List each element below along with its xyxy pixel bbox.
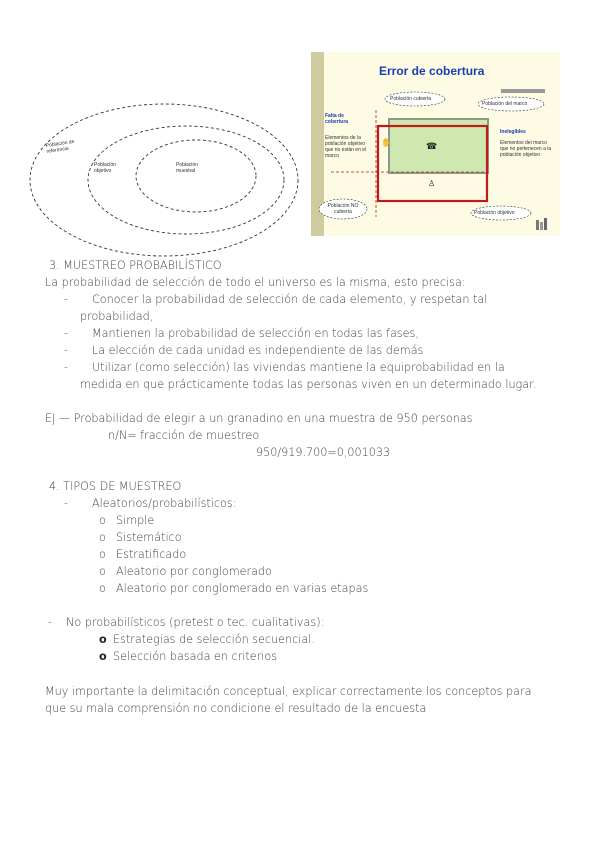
- example-line1: EJ — Probabilidad de elegir a un granadino en una muestra de 950 personas: [45, 412, 473, 425]
- ineligibles-desc: Elementos del marco que no pertenecen a la población objetivo: [500, 140, 552, 158]
- bullet-dash: -: [64, 293, 69, 306]
- sub-bullet: o: [99, 582, 106, 595]
- frame-population-label: Población del marco: [482, 101, 528, 107]
- undercoverage-title: Falta de cobertura: [325, 113, 349, 125]
- sub-bullet: o: [99, 565, 106, 578]
- phone-icon: ☎: [426, 142, 438, 152]
- middle-ellipse-label: Población objetivo: [94, 162, 116, 174]
- sampling-type-stratified: Estratificado: [116, 548, 187, 561]
- closing-line1: Muy importante la delimitación conceptual, explicar correctamente los conceptos para: [45, 685, 532, 698]
- inner-ellipse-label: Población muestral: [176, 162, 198, 174]
- bullet-dash: -: [64, 327, 69, 340]
- hand-icon: ✋: [381, 138, 391, 147]
- bullet-dash: -: [64, 497, 69, 510]
- section3-bullet4-line1: Utilizar (como selección) las viviendas mantiene la equiprobabilidad en la: [92, 361, 505, 374]
- sequential-selection-item: Estrategias de selección secuencial.: [113, 633, 315, 646]
- person-icon: ♙: [428, 179, 436, 188]
- sampling-type-multistage-cluster: Aleatorio por conglomerado en varias etapas: [116, 582, 369, 595]
- section3-bullet3: La elección de cada unidad es independiente de las demás: [92, 344, 424, 357]
- sub-bullet: o: [99, 633, 107, 646]
- outer-ellipse: [30, 104, 298, 256]
- criteria-selection-item: Selección basada en criterios: [113, 650, 278, 663]
- sampling-type-cluster: Aleatorio por conglomerado: [116, 565, 272, 578]
- sub-bullet: o: [99, 548, 106, 561]
- sampling-type-simple: Simple: [116, 514, 155, 527]
- section3-bullet1-line1: Conocer la probabilidad de selección de cada elemento, y respetan tal: [92, 293, 488, 306]
- closing-line2: que su mala comprensión no condicione el resultado de la encuesta: [45, 702, 427, 715]
- covered-population-label: Población cubierta: [390, 96, 432, 102]
- outer-ellipse-label: Población de referencia: [45, 138, 75, 155]
- section3-heading: 3. MUESTREO PROBABILÍSTICO: [49, 259, 222, 272]
- sub-bullet: o: [99, 514, 106, 527]
- section3-bullet1-line2: probabilidad,: [80, 310, 154, 323]
- bullet-dash: -: [48, 616, 53, 629]
- coverage-figure-title: Error de cobertura: [379, 64, 485, 78]
- bullet-dash: -: [64, 344, 69, 357]
- section3-bullet4-line2: medida en que prácticamente todas las personas viven en un determinado lugar.: [80, 378, 537, 391]
- section4-heading: 4. TIPOS DE MUESTREO: [49, 480, 182, 493]
- section3-bullet2: Mantienen la probabilidad de selección en todas las fases,: [92, 327, 419, 340]
- example-line2: n/N= fracción de muestreo: [108, 429, 260, 442]
- bullet-dash: -: [64, 361, 69, 374]
- population-ellipses-diagram: [26, 100, 306, 260]
- undercoverage-desc: Elementos de la población objetivo que no están en el marco: [325, 135, 367, 159]
- middle-ellipse: [88, 126, 284, 234]
- coverage-error-figure: [311, 52, 560, 236]
- example-line3: 950/919.700=0,001033: [256, 446, 391, 459]
- ineligibles-title: Inelegibles: [500, 129, 526, 135]
- target-population-label: Población objetivo: [474, 210, 515, 216]
- sub-bullet: o: [99, 650, 107, 663]
- section3-intro: La probabilidad de selección de todo el universo es la misma, esto precisa:: [45, 276, 466, 289]
- non-probabilistic-label: No probabilísticos (pretest o tec. cualitativas):: [66, 616, 325, 629]
- uncovered-population-label: Población NO cubierta: [327, 203, 359, 215]
- inner-ellipse: [136, 140, 256, 212]
- sampling-type-systematic: Sistemático: [116, 531, 182, 544]
- sub-bullet: o: [99, 531, 106, 544]
- random-sampling-label: Aleatorios/probabilísticos:: [92, 497, 237, 510]
